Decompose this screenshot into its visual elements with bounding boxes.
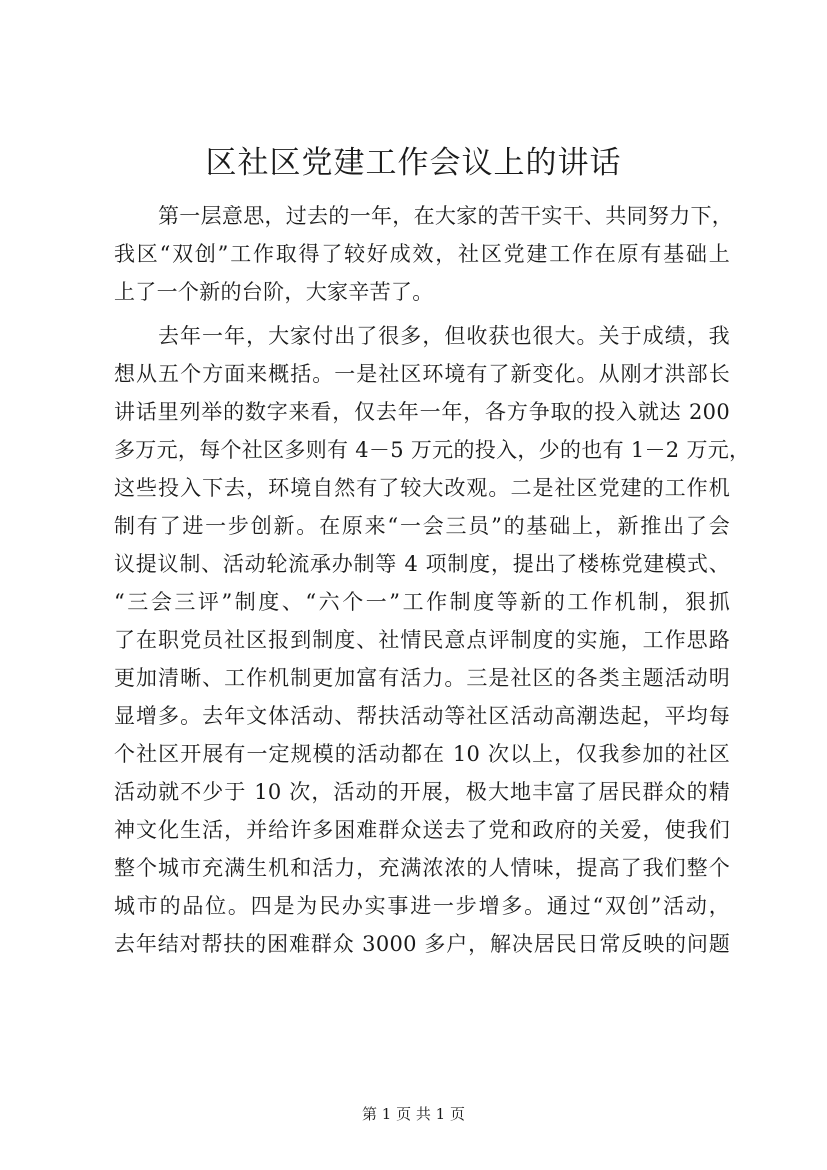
paragraph-line: 去年结对帮扶的困难群众 3000 多户，解决居民日常反映的问题	[114, 932, 730, 956]
paragraph-line: 讲话里列举的数字来看，仅去年一年，各方争取的投入就达 200	[114, 400, 730, 424]
paragraph-line: 更加清晰、工作机制更加富有活力。三是社区的各类主题活动明	[114, 666, 730, 690]
paragraph-line: 了在职党员社区报到制度、社情民意点评制度的实施，工作思路	[114, 628, 730, 652]
paragraph-2	[114, 317, 751, 1001]
paragraph-line: 活动就不少于 10 次，活动的开展，极大地丰富了居民群众的精	[114, 780, 730, 804]
paragraph-line: 神文化生活，并给许多困难群众送去了党和政府的关爱，使我们	[114, 818, 730, 842]
paragraph-line: 上了一个新的台阶，大家辛苦了。	[114, 280, 434, 304]
paragraph-line: 去年一年，大家付出了很多，但收获也很大。关于成绩，我	[158, 324, 730, 348]
paragraph-line: 显增多。去年文体活动、帮扶活动等社区活动高潮迭起，平均每	[114, 704, 730, 728]
paragraph-line: “三会三评”制度、“六个一”工作制度等新的工作机制，狠抓	[114, 590, 730, 614]
paragraph-line: 制有了进一步创新。在原来“一会三员”的基础上，新推出了会	[114, 514, 730, 538]
document-body	[114, 197, 751, 1001]
paragraph-line: 整个城市充满生机和活力，充满浓浓的人情味，提高了我们整个	[114, 856, 730, 880]
paragraph-line: 我区“双创”工作取得了较好成效，社区党建工作在原有基础上	[114, 242, 730, 266]
paragraph-line	[114, 963, 730, 1001]
paragraph-line: 想从五个方面来概括。一是社区环境有了新变化。从刚才洪部长	[114, 362, 730, 386]
paragraph-line: 这些投入下去，环境自然有了较大改观。二是社区党建的工作机	[114, 476, 730, 500]
paragraph-line: 个社区开展有一定规模的活动都在 10 次以上，仅我参加的社区	[114, 742, 730, 766]
paragraph-line: 第一层意思，过去的一年，在大家的苦干实干、共同努力下，	[158, 204, 734, 228]
document-title: 区社区党建工作会议上的讲话	[205, 145, 622, 181]
paragraph-line: 城市的品位。四是为民办实事进一步增多。通过“双创”活动，	[114, 894, 730, 918]
paragraph-1	[114, 197, 734, 311]
paragraph-line: 议提议制、活动轮流承办制等 4 项制度，提出了楼栋党建模式、	[114, 552, 730, 576]
page-number-footer: 第 1 页 共 1 页	[362, 1105, 465, 1123]
paragraph-line: 多万元，每个社区多则有 4－5 万元的投入，少的也有 1－2 万元，	[114, 438, 751, 462]
